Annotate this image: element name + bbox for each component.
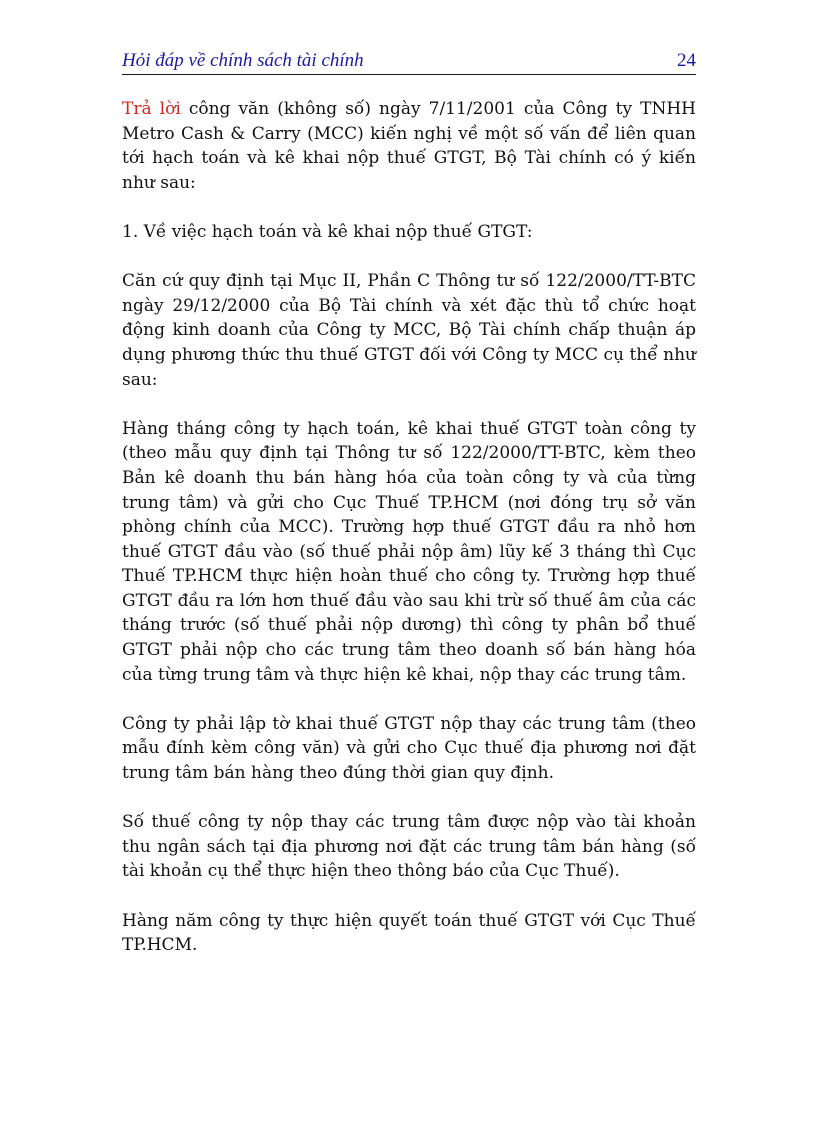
document-title: Hỏi đáp về chính sách tài chính: [122, 50, 364, 71]
paragraph-legal-basis: Căn cứ quy định tại Mục II, Phần C Thông tư số 122/2000/TT-BTC ngày 29/12/2000 của Bộ Tài chính và xét đặc thù tổ chức hoạt động kinh doanh của Công ty MCC, Bộ Tài chính chấp thuận áp dụng phương thức thu thuế GTGT đối với Công ty MCC cụ thể như sau:: [122, 271, 696, 390]
document-body: [122, 97, 696, 958]
paragraph-declaration: Công ty phải lập tờ khai thuế GTGT nộp thay các trung tâm (theo mẫu đính kèm công văn) và gửi cho Cục thuế địa phương nơi đặt trung tâm bán hàng theo đúng thời gian quy định.: [122, 713, 696, 784]
intro-text: công văn (không số) ngày 7/11/2001 của Công ty TNHH Metro Cash & Carry (MCC) kiến nghị về một số vấn để liên quan tới hạch toán và kê khai nộp thuế GTGT, Bộ Tài chính có ý kiến như sau:: [122, 99, 696, 193]
page-header: [122, 50, 696, 75]
paragraph-payment-account: Số thuế công ty nộp thay các trung tâm được nộp vào tài khoản thu ngân sách tại địa phương nơi đặt các trung tâm bán hàng (số tài khoản cụ thể thực hiện theo thông báo của Cục Thuế).: [122, 812, 696, 882]
intro-paragraph: [122, 97, 696, 195]
page-number: 24: [677, 50, 696, 71]
section-heading-1: 1. Về việc hạch toán và kê khai nộp thuế GTGT:: [122, 221, 533, 242]
reply-highlight: Trả lời: [122, 99, 181, 119]
paragraph-monthly-accounting: Hàng tháng công ty hạch toán, kê khai thuế GTGT toàn công ty (theo mẫu quy định tại Thông tư số 122/2000/TT-BTC, kèm theo Bản kê doanh thu bán hàng hóa của toàn công ty và của từng trung tâm) và gửi cho Cục Thuế TP.HCM (nơi đóng trụ sở văn phòng chính của MCC). Trường hợp thuế GTGT đầu ra nhỏ hơn thuế GTGT đầu vào (số thuế phải nộp âm) lũy kế 3 tháng thì Cục Thuế TP.HCM thực hiện hoàn thuế cho công ty. Trường hợp thuế GTGT đầu ra lớn hơn thuế đầu vào sau khi trừ số thuế âm của các tháng trước (số thuế phải nộp dương) thì công ty phân bổ thuế GTGT phải nộp cho các trung tâm theo doanh số bán hàng hóa của từng trung tâm và thực hiện kê khai, nộp thay các trung tâm.: [122, 418, 696, 685]
paragraph-annual-settlement: Hàng năm công ty thực hiện quyết toán thuế GTGT với Cục Thuế TP.HCM.: [122, 910, 696, 956]
